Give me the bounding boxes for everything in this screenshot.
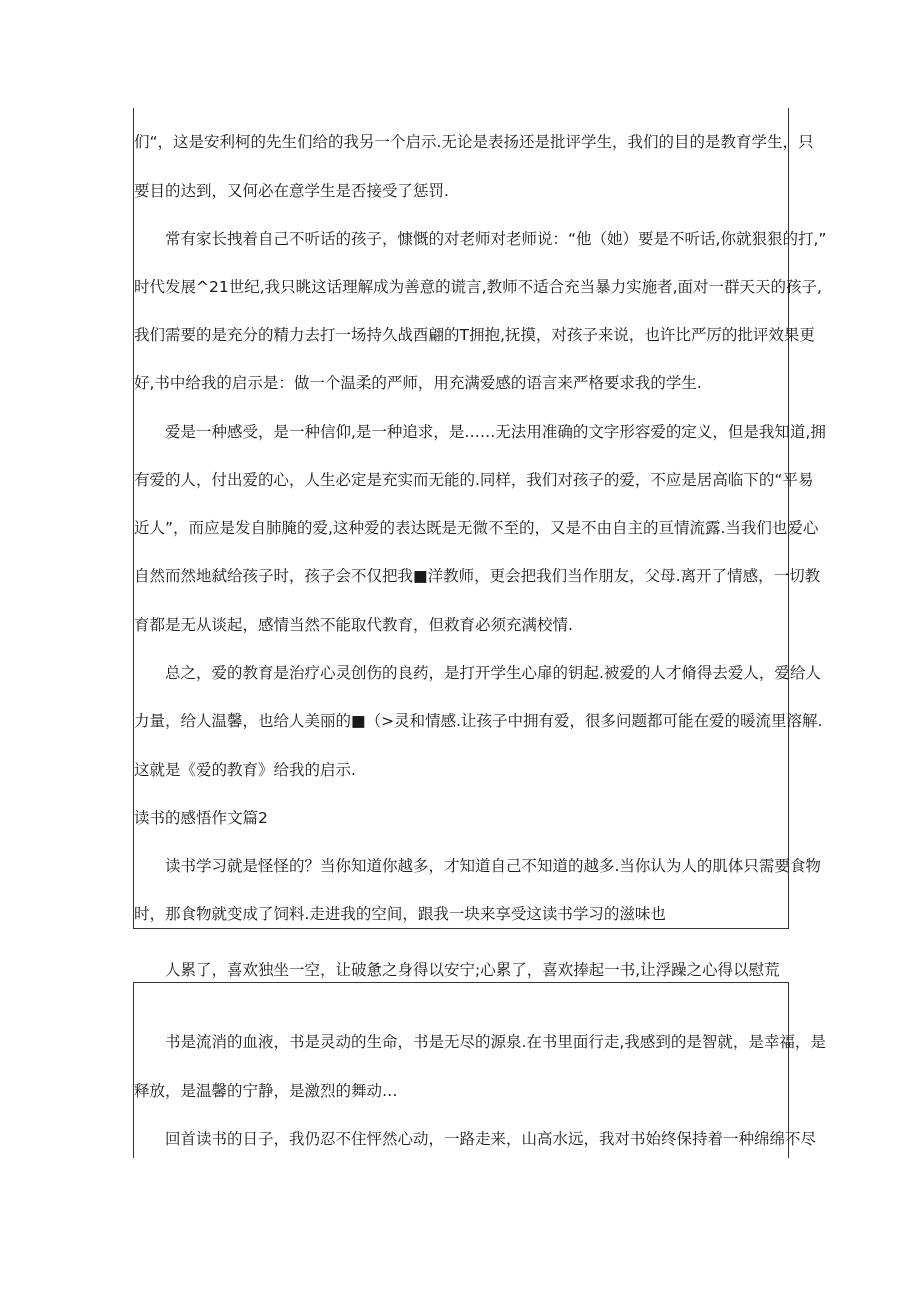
paragraph-line: 力量，给人温馨，也给人美丽的■（>灵和情感.让孩子中拥有爱，很多问题都可能在爱的暖流里溶解.: [134, 712, 823, 730]
paragraph-line: 读书学习就是怪怪的？当你知道你越多，才知道自己不知道的越多.当你认为人的肌体只需要食物: [165, 857, 821, 875]
paragraph-line: 要目的达到，又何必在意学生是否接受了惩罚.: [134, 182, 449, 200]
paragraph-line: 时，那食物就变成了饲料.走进我的空间，跟我一块来享受这读书学习的滋味也: [134, 905, 666, 923]
paragraph-line: 爱是一种感受，是一种信仰,是一种追求，是……无法用准确的文字形容爱的定义，但是我知道,拥: [165, 423, 826, 441]
paragraph-line: 常有家长拽着自己不听话的孩子，慷慨的对老师对老师说：“他（她）要是不听话,你就狠狠的打,”: [165, 230, 827, 248]
paragraph-line: 我们需要的是充分的精力去打一场持久战酉翩的T拥抱,抚摸，对孩子来说，也许比严厉的批评效果更: [134, 326, 815, 344]
paragraph-line: 时代发展^21世纪,我只眺这话理解成为善意的谎言,教师不适合充当暴力实施者,面对一群天天的孩子,: [134, 278, 822, 296]
paragraph-line: 们“，这是安利柯的先生们给的我另一个启示.无论是表扬还是批评学生，我们的目的是教育学生，只: [134, 133, 814, 151]
paragraph-line: 好,书中给我的启示是：做一个温柔的严师，用充满爱感的语言来严格要求我的学生.: [134, 374, 702, 392]
paragraph-line: 自然而然地弑给孩子时，孩子会不仅把我■洋教师，更会把我们当作朋友，父母.离开了情感，一切教: [134, 567, 821, 585]
standalone-paragraph: 人累了，喜欢独坐一空，让破惫之身得以安宁;心累了，喜欢捧起一书,让浮躁之心得以慰荒: [165, 961, 780, 979]
paragraph-line: 书是流消的血液，书是灵动的生命，书是无尽的源泉.在书里面行走,我感到的是智就，是幸福，是: [165, 1033, 826, 1051]
paragraph-line: 这就是《爱的教育》给我的启示.: [134, 761, 356, 779]
paragraph-line: 有爱的人，付出爱的心，人生必定是充实而无能的.同样，我们对孩子的爱，不应是居高临下的“平易: [134, 471, 814, 489]
paragraph-line: 育都是无从谈起，感情当然不能取代教育，但救育必须充满校情.: [134, 616, 573, 634]
paragraph-line: 总之，爱的教育是治疗心灵创伤的良药，是打开学生心扉的钥起.被爱的人才脩得去爱人，爱给人: [165, 664, 821, 682]
paragraph-line: 回首读书的日子，我仍忍不住怦然心动，一路走来，山高水远，我对书始终保持着一种绵绵不尽: [165, 1130, 817, 1148]
section-heading: 读书的感悟作文篇2: [134, 809, 268, 827]
paragraph-line: 近人”，而应是发自肺腌的爱,这种爱的表达既是无微不至的，又是不由自主的亘情流露.当我们也爱心: [134, 519, 819, 537]
paragraph-line: 释放，是温馨的宁静，是激烈的舞动…: [134, 1082, 398, 1100]
